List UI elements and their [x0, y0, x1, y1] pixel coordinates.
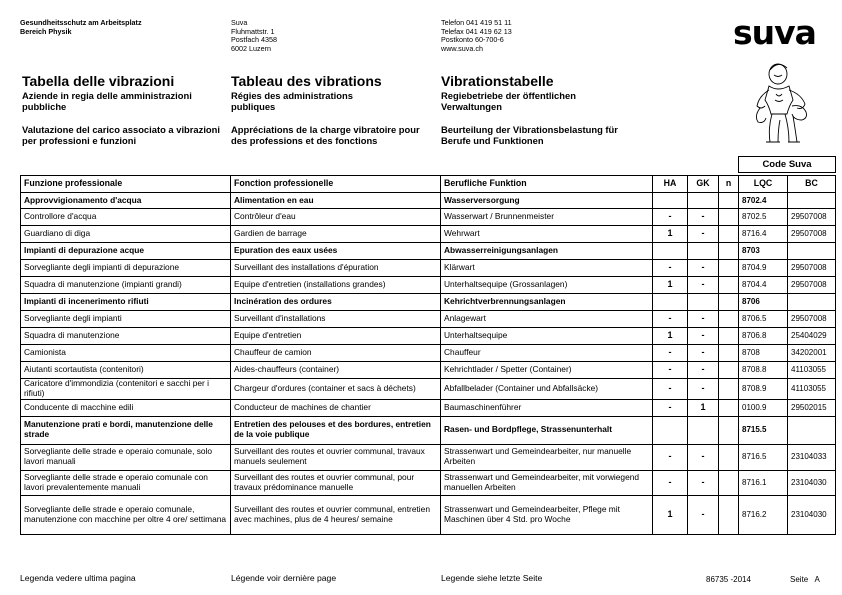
cell-fonction: Epuration des eaux usées [231, 243, 441, 260]
org-contact-line: Postkonto 60-700-6 [441, 35, 504, 45]
cell-funktion: Unterhaltsequipe [441, 328, 653, 345]
cell-fonction: Entretien des pelouses et des bordures, entretien de la voie publique [231, 416, 441, 444]
cell-funktion: Strassenwart und Gemeindearbeiter, Pflege mit Maschinen über 4 Std. pro Woche [441, 495, 653, 534]
cell-fonction: Surveillant des routes et ouvrier communal, pour travaux prédominance manuelle [231, 470, 441, 495]
footer-legend-de: Legende siehe letzte Seite [441, 573, 543, 583]
vibration-table [20, 175, 836, 535]
cell-bc: 41103055 [788, 379, 836, 400]
table-row [21, 311, 836, 328]
table-group-row [21, 294, 836, 311]
header-bc: BC [788, 176, 836, 193]
cell-n [719, 209, 739, 226]
org-department-line: Gesundheitsschutz am Arbeitsplatz [20, 18, 142, 27]
cell-funzione: Impianti di depurazione acque [21, 243, 231, 260]
cell-ha [653, 294, 688, 311]
cell-funktion: Strassenwart und Gemeindearbeiter, mit vorwiegend manuellen Arbeiten [441, 470, 653, 495]
table-header-row [21, 176, 836, 193]
cell-funktion: Kehrichtlader / Spetter (Container) [441, 362, 653, 379]
table-row [21, 362, 836, 379]
title-de: Vibrationstabelle [441, 73, 554, 89]
table-row [21, 260, 836, 277]
cell-lqc: 8706.8 [739, 328, 788, 345]
cell-bc: 23104030 [788, 470, 836, 495]
description-it: Valutazione del carico associato a vibrazioni per professioni e funzioni [22, 124, 220, 146]
cell-ha: 1 [653, 495, 688, 534]
header-ha: HA [653, 176, 688, 193]
cell-funzione: Guardiano di diga [21, 226, 231, 243]
cell-fonction: Equipe d'entretien [231, 328, 441, 345]
cell-fonction: Surveillant des routes et ouvrier communal, entretien avec machines, plus de 4 heures/ semaine [231, 495, 441, 534]
cell-funzione: Controllore d'acqua [21, 209, 231, 226]
cell-bc: 29507008 [788, 277, 836, 294]
cell-gk: - [688, 226, 719, 243]
cell-bc [788, 243, 836, 260]
cell-funzione: Approvvigionamento d'acqua [21, 193, 231, 209]
cell-funzione: Squadra di manutenzione (impianti grandi) [21, 277, 231, 294]
cell-fonction: Surveillant d'installations [231, 311, 441, 328]
header-gk: GK [688, 176, 719, 193]
cell-gk: - [688, 362, 719, 379]
cell-funzione: Aiutanti scortautista (contenitori) [21, 362, 231, 379]
cell-funktion: Rasen- und Bordpflege, Strassenunterhalt [441, 416, 653, 444]
footer-page: Seite A [790, 575, 820, 584]
cell-funktion: Klärwart [441, 260, 653, 277]
cell-gk: - [688, 470, 719, 495]
cell-n [719, 416, 739, 444]
title-block-fr [231, 73, 437, 146]
cell-bc: 41103055 [788, 362, 836, 379]
cell-fonction: Equipe d'entretien (installations grandes) [231, 277, 441, 294]
cell-lqc: 8704.9 [739, 260, 788, 277]
cell-n [719, 260, 739, 277]
cell-bc: 25404029 [788, 328, 836, 345]
cell-funzione: Sorvegliante delle strade e operaio comunale, manutenzione con macchine per oltre 4 ore/ settimana [21, 495, 231, 534]
org-contact-line: Telefax 041 419 62 13 [441, 26, 512, 36]
cell-fonction: Gardien de barrage [231, 226, 441, 243]
cell-funzione: Sorvegliante delle strade e operaio comunale, solo lavori manuali [21, 444, 231, 470]
org-contact-line: Telefon 041 419 51 11 [441, 18, 512, 27]
cell-lqc: 8708.9 [739, 379, 788, 400]
cell-n [719, 311, 739, 328]
cell-n [719, 495, 739, 534]
cell-n [719, 193, 739, 209]
cell-fonction: Chargeur d'ordures (container et sacs à déchets) [231, 379, 441, 400]
cell-fonction: Aides-chauffeurs (container) [231, 362, 441, 379]
cell-gk: - [688, 260, 719, 277]
cell-bc: 29507008 [788, 226, 836, 243]
cell-lqc: 8708.8 [739, 362, 788, 379]
cell-n [719, 399, 739, 416]
cell-funzione: Sorvegliante delle strade e operaio comunale con lavori prevalentemente manuali [21, 470, 231, 495]
cell-fonction: Incinération des ordures [231, 294, 441, 311]
cell-lqc: 8704.4 [739, 277, 788, 294]
cell-funzione: Sorvegliante degli impianti di depurazione [21, 260, 231, 277]
cell-gk: - [688, 495, 719, 534]
cell-ha: - [653, 362, 688, 379]
cell-ha: - [653, 260, 688, 277]
cell-lqc: 8716.1 [739, 470, 788, 495]
cell-lqc: 8715.5 [739, 416, 788, 444]
cell-funktion: Wasserwart / Brunnenmeister [441, 209, 653, 226]
org-address-line: Suva [231, 18, 248, 27]
cell-bc [788, 416, 836, 444]
cell-bc: 23104030 [788, 495, 836, 534]
table-row [21, 226, 836, 243]
cell-funktion: Chauffeur [441, 345, 653, 362]
worker-figure-illustration [748, 60, 816, 150]
cell-funktion: Unterhaltsequipe (Grossanlagen) [441, 277, 653, 294]
suva-logo: suva [733, 13, 816, 52]
cell-lqc: 8716.4 [739, 226, 788, 243]
org-department [20, 19, 142, 36]
cell-funktion: Strassenwart und Gemeindearbeiter, nur manuelle Arbeiten [441, 444, 653, 470]
cell-fonction: Chauffeur de camion [231, 345, 441, 362]
footer-legend-it: Legenda vedere ultima pagina [20, 573, 136, 583]
subtitle-de: Regiebetriebe der öffentlichen Verwaltungen [441, 90, 576, 112]
cell-n [719, 345, 739, 362]
header-fonction: Fonction professionelle [231, 176, 441, 193]
cell-funktion: Abwasserreinigungsanlagen [441, 243, 653, 260]
cell-gk: - [688, 209, 719, 226]
cell-lqc: 8706.5 [739, 311, 788, 328]
cell-funzione: Impianti di incenerimento rifiuti [21, 294, 231, 311]
cell-bc: 34202001 [788, 345, 836, 362]
org-contact [441, 19, 512, 53]
cell-lqc: 8706 [739, 294, 788, 311]
code-suva-label: Code Suva [738, 156, 836, 173]
cell-funktion: Wehrwart [441, 226, 653, 243]
org-department-line: Bereich Physik [20, 26, 72, 36]
vibration-table-body [21, 193, 836, 535]
cell-ha: - [653, 209, 688, 226]
cell-lqc: 0100.9 [739, 399, 788, 416]
description-fr: Appréciations de la charge vibratoire pour des professions et des fonctions [231, 124, 420, 146]
header-funktion: Berufliche Funktion [441, 176, 653, 193]
cell-funzione: Conducente di macchine edili [21, 399, 231, 416]
cell-ha: - [653, 311, 688, 328]
cell-n [719, 294, 739, 311]
cell-ha: 1 [653, 328, 688, 345]
cell-ha: - [653, 444, 688, 470]
table-row [21, 379, 836, 400]
cell-gk: - [688, 311, 719, 328]
cell-bc: 29502015 [788, 399, 836, 416]
cell-ha: - [653, 399, 688, 416]
header-funzione: Funzione professionale [21, 176, 231, 193]
cell-gk [688, 416, 719, 444]
cell-lqc: 8703 [739, 243, 788, 260]
cell-ha: - [653, 345, 688, 362]
cell-ha: 1 [653, 226, 688, 243]
cell-bc: 29507008 [788, 260, 836, 277]
subtitle-fr: Régies des administrations publiques [231, 90, 353, 112]
table-group-row [21, 193, 836, 209]
cell-fonction: Alimentation en eau [231, 193, 441, 209]
cell-ha [653, 416, 688, 444]
cell-n [719, 243, 739, 260]
table-row [21, 209, 836, 226]
title-it: Tabella delle vibrazioni [22, 73, 175, 89]
cell-funktion: Wasserversorgung [441, 193, 653, 209]
cell-gk: - [688, 277, 719, 294]
table-row [21, 470, 836, 495]
table-row [21, 277, 836, 294]
table-row [21, 444, 836, 470]
cell-gk [688, 193, 719, 209]
table-row [21, 328, 836, 345]
cell-funzione: Squadra di manutenzione [21, 328, 231, 345]
header-lqc: LQC [739, 176, 788, 193]
cell-bc: 29507008 [788, 311, 836, 328]
cell-n [719, 362, 739, 379]
cell-gk: 1 [688, 399, 719, 416]
cell-ha: - [653, 470, 688, 495]
cell-bc: 23104033 [788, 444, 836, 470]
footer-doc-number: 86735 -2014 [706, 575, 751, 584]
cell-bc [788, 294, 836, 311]
cell-ha: 1 [653, 277, 688, 294]
cell-n [719, 226, 739, 243]
org-address-line: Fluhmattstr. 1 [231, 26, 275, 36]
footer-legend-fr: Légende voir dernière page [231, 573, 337, 583]
cell-lqc: 8702.5 [739, 209, 788, 226]
cell-gk: - [688, 328, 719, 345]
cell-n [719, 277, 739, 294]
table-row [21, 399, 836, 416]
cell-n [719, 379, 739, 400]
cell-lqc: 8716.2 [739, 495, 788, 534]
title-block-de [441, 73, 646, 146]
cell-funktion: Abfallbelader (Container und Abfallsäcke) [441, 379, 653, 400]
cell-gk: - [688, 379, 719, 400]
cell-funzione: Camionista [21, 345, 231, 362]
org-address-line: Postfach 4358 [231, 35, 277, 45]
cell-n [719, 328, 739, 345]
cell-lqc: 8716.5 [739, 444, 788, 470]
header-n: n [719, 176, 739, 193]
description-de: Beurteilung der Vibrationsbelastung für Berufe und Funktionen [441, 124, 618, 146]
cell-fonction: Surveillant des installations d'épuration [231, 260, 441, 277]
org-address [231, 19, 277, 53]
cell-gk: - [688, 345, 719, 362]
table-group-row [21, 243, 836, 260]
cell-ha [653, 193, 688, 209]
cell-ha: - [653, 379, 688, 400]
cell-funzione: Caricatore d'immondizia (contenitori e sacchi per i rifiuti) [21, 379, 231, 400]
cell-bc [788, 193, 836, 209]
title-fr: Tableau des vibrations [231, 73, 382, 89]
cell-gk [688, 243, 719, 260]
table-group-row [21, 416, 836, 444]
cell-lqc: 8702.4 [739, 193, 788, 209]
org-contact-line: www.suva.ch [441, 43, 483, 53]
cell-n [719, 444, 739, 470]
cell-fonction: Contrôleur d'eau [231, 209, 441, 226]
cell-gk [688, 294, 719, 311]
org-address-line: 6002 Luzern [231, 43, 271, 53]
cell-n [719, 470, 739, 495]
cell-funktion: Baumaschinenführer [441, 399, 653, 416]
cell-funktion: Anlagewart [441, 311, 653, 328]
cell-ha [653, 243, 688, 260]
cell-funktion: Kehrichtverbrennungsanlagen [441, 294, 653, 311]
cell-gk: - [688, 444, 719, 470]
table-row [21, 495, 836, 534]
table-row [21, 345, 836, 362]
subtitle-it: Aziende in regia delle amministrazioni pubbliche [22, 90, 192, 112]
title-block-it [22, 73, 227, 146]
cell-funzione: Sorvegliante degli impianti [21, 311, 231, 328]
cell-lqc: 8708 [739, 345, 788, 362]
cell-fonction: Surveillant des routes et ouvrier communal, travaux manuels seulement [231, 444, 441, 470]
cell-fonction: Conducteur de machines de chantier [231, 399, 441, 416]
cell-bc: 29507008 [788, 209, 836, 226]
cell-funzione: Manutenzione prati e bordi, manutenzione delle strade [21, 416, 231, 444]
